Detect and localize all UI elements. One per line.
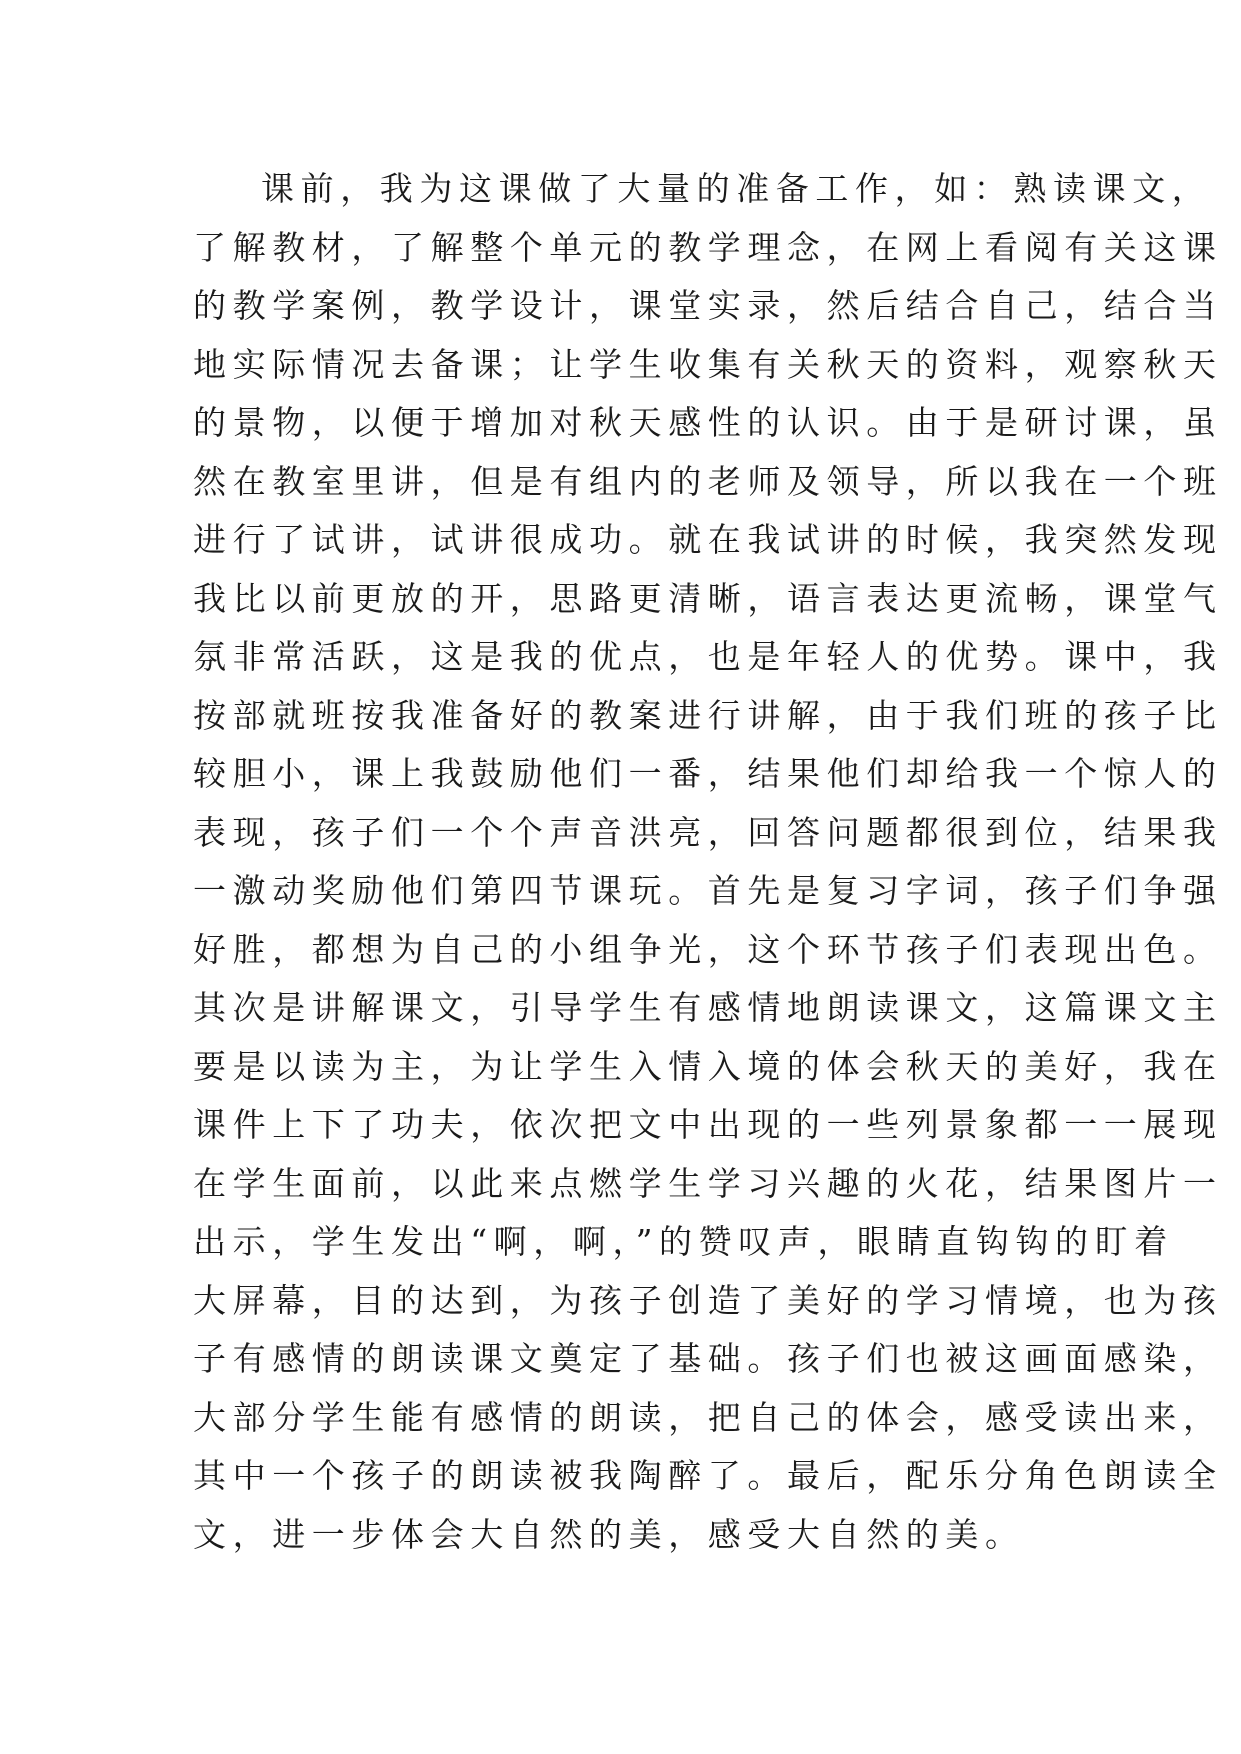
paragraph-line: 课前，我为这课做了大量的准备工作，如：熟读课文， <box>261 169 1212 208</box>
paragraph-line: 其次是讲解课文，引导学生有感情地朗读课文，这篇课文主 <box>193 988 1223 1027</box>
body-paragraph <box>193 160 1223 1564</box>
paragraph-line: 大屏幕，目的达到，为孩子创造了美好的学习情境，也为孩 <box>193 1280 1223 1320</box>
paragraph-line: 文，进一步体会大自然的美，感受大自然的美。 <box>193 1514 1025 1554</box>
paragraph-line: 大部分学生能有感情的朗读，把自己的体会，感受读出来， <box>193 1397 1223 1437</box>
paragraph-line: 氛非常活跃，这是我的优点，也是年轻人的优势。课中，我 <box>193 637 1223 676</box>
paragraph-line: 我比以前更放的开，思路更清晰，语言表达更流畅，课堂气 <box>193 578 1223 618</box>
paragraph-line: 了解教材，了解整个单元的教学理念，在网上看阅有关这课 <box>193 227 1223 267</box>
paragraph-line: 课件上下了功夫，依次把文中出现的一些列景象都一一展现 <box>193 1105 1223 1144</box>
paragraph-line: 一激动奖励他们第四节课玩。首先是复习字词，孩子们争强 <box>193 871 1223 910</box>
paragraph-line: 在学生面前，以此来点燃学生学习兴趣的火花，结果图片一 <box>193 1163 1223 1203</box>
paragraph-line: 按部就班按我准备好的教案进行讲解，由于我们班的孩子比 <box>193 695 1223 735</box>
paragraph-line: 好胜，都想为自己的小组争光，这个环节孩子们表现出色。 <box>193 929 1223 969</box>
paragraph-line: 的教学案例，教学设计，课堂实录，然后结合自己，结合当 <box>193 286 1223 325</box>
paragraph-line: 然在教室里讲，但是有组内的老师及领导，所以我在一个班 <box>193 461 1223 501</box>
paragraph-line: 较胆小，课上我鼓励他们一番，结果他们却给我一个惊人的 <box>193 754 1223 793</box>
paragraph-line: 的景物，以便于增加对秋天感性的认识。由于是研讨课，虽 <box>193 403 1223 442</box>
paragraph-line: 其中一个孩子的朗读被我陶醉了。最后，配乐分角色朗读全 <box>193 1456 1223 1495</box>
paragraph-line: 子有感情的朗读课文奠定了基础。孩子们也被这画面感染， <box>193 1339 1223 1378</box>
paragraph-line: 要是以读为主，为让学生入情入境的体会秋天的美好，我在 <box>193 1046 1223 1086</box>
paragraph-line: 进行了试讲，试讲很成功。就在我试讲的时候，我突然发现 <box>193 520 1223 559</box>
paragraph-line: 表现，孩子们一个个声音洪亮，回答问题都很到位，结果我 <box>193 812 1223 852</box>
paragraph-line: 出示，学生发出“啊，啊，”的赞叹声，眼睛直钩钩的盯着 <box>193 1222 1174 1261</box>
paragraph-line: 地实际情况去备课；让学生收集有关秋天的资料，观察秋天 <box>193 344 1223 384</box>
